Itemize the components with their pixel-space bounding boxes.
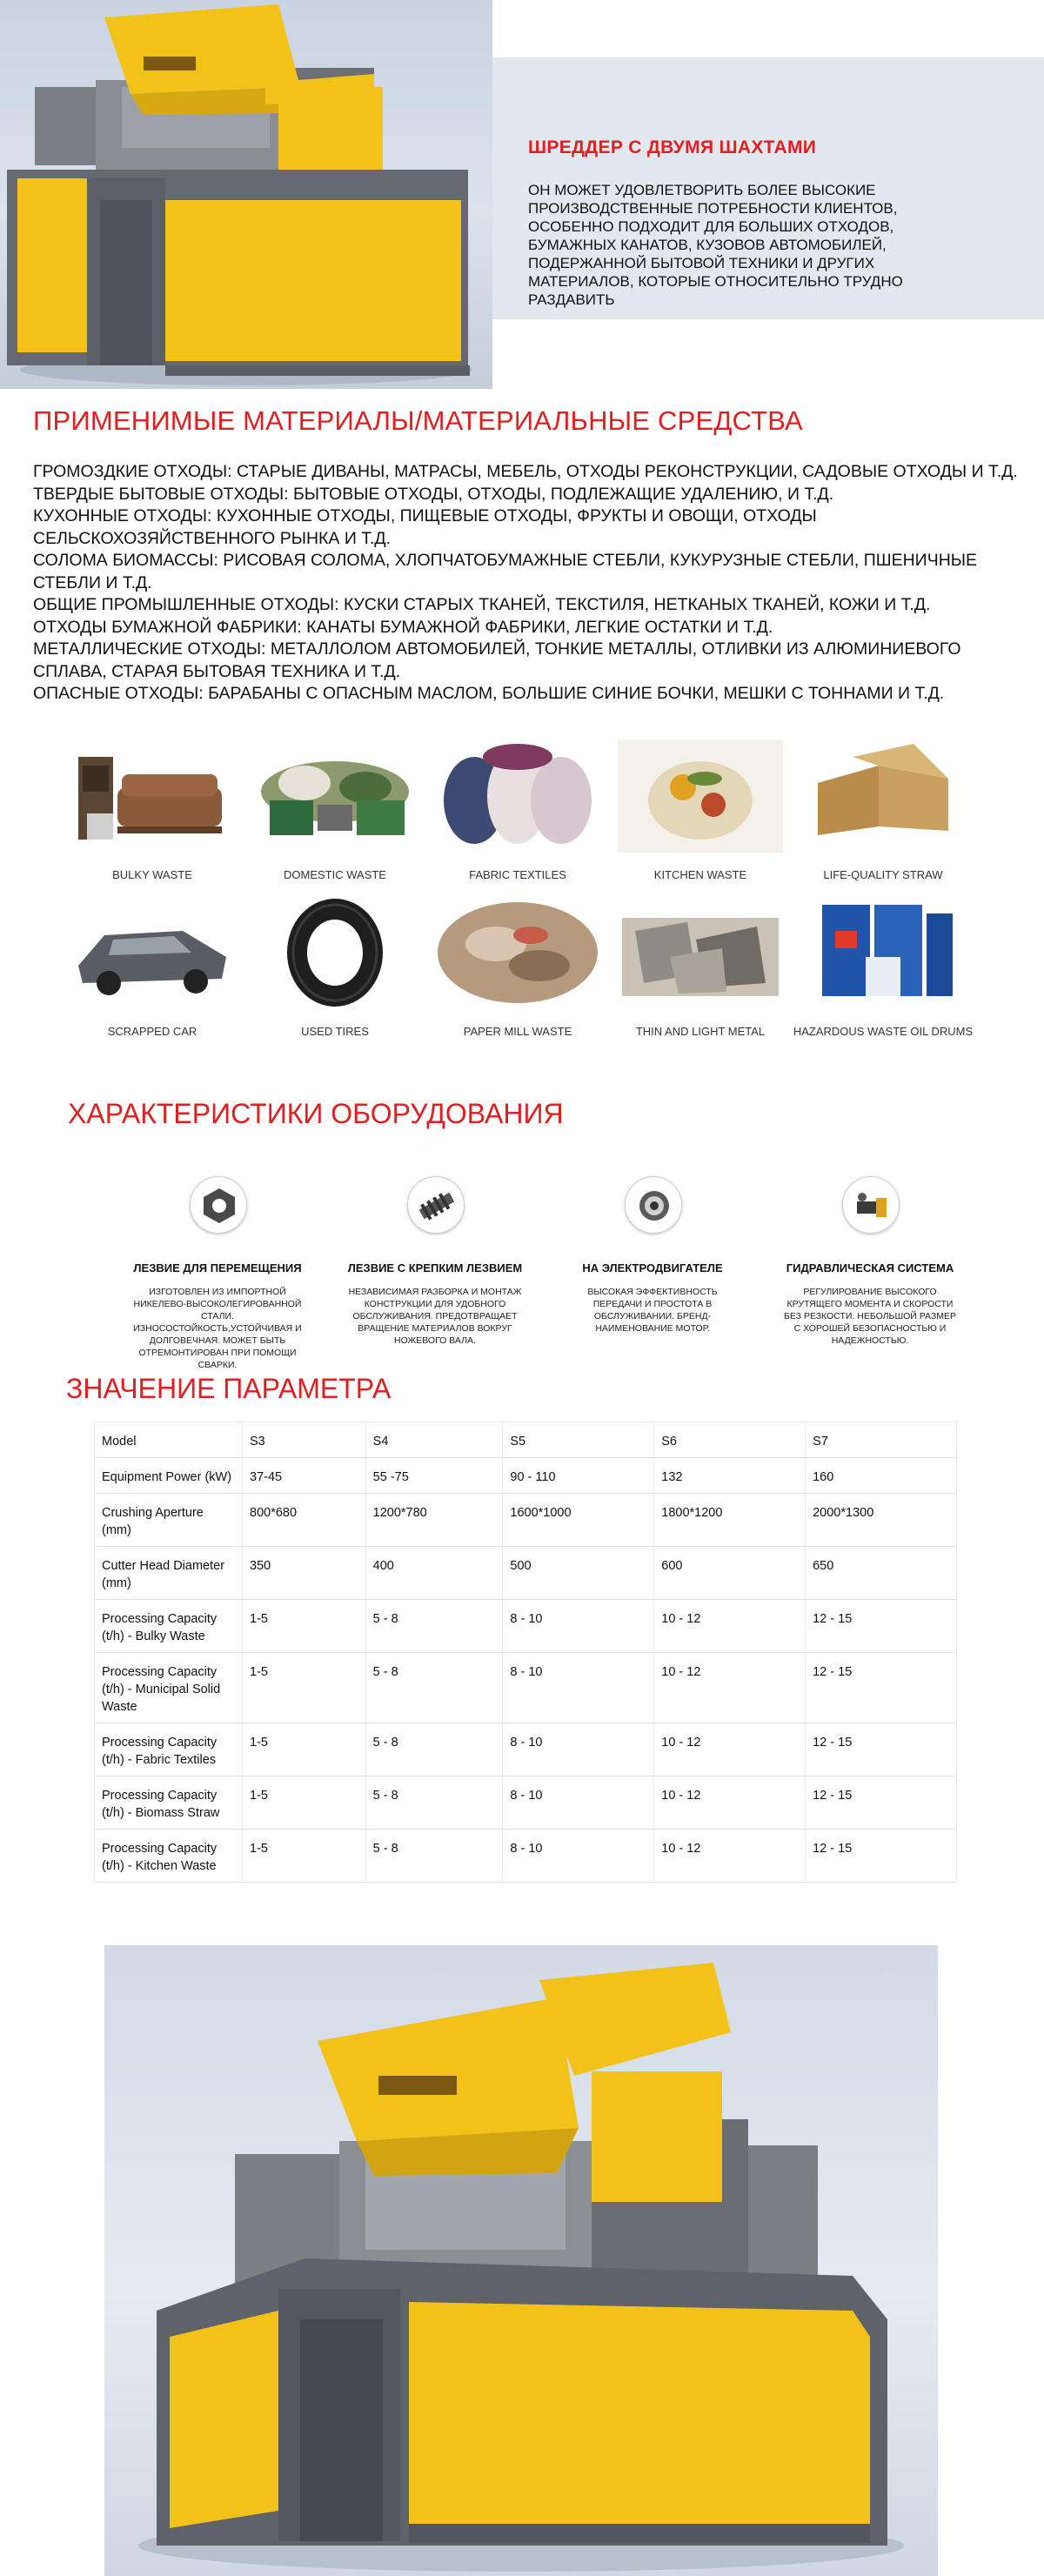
gallery-label: DOMESTIC WASTE: [284, 868, 386, 881]
table-cell: 8 - 10: [503, 1830, 654, 1883]
table-cell: 12 - 15: [806, 1723, 957, 1776]
table-cell: 650: [806, 1547, 957, 1600]
material-line: КУХОННЫЕ ОТХОДЫ: КУХОННЫЕ ОТХОДЫ, ПИЩЕВЫЕ ОТХОДЫ, ФРУКТЫ И ОВОЩИ, ОТХОДЫ СЕЛЬСКОХОЗЯЙСТВЕННОГО РЫНКА И Т.Д.: [33, 506, 817, 548]
table-row: [95, 1600, 957, 1653]
table-row: [95, 1776, 957, 1830]
feature-blade: [122, 1176, 313, 1368]
table-cell: 10 - 12: [654, 1830, 806, 1883]
gallery-label: PAPER MILL WASTE: [463, 1025, 572, 1038]
table-row-label: Processing Capacity (t/h) - Municipal Solid Waste: [95, 1653, 243, 1723]
table-cell: 160: [806, 1458, 957, 1494]
feature-description: НЕЗАВИСИМАЯ РАЗБОРКА И МОНТАЖ КОНСТРУКЦИИ ДЛЯ УДОБНОГО ОБСЛУЖИВАНИЯ. ПРЕДОТВРАЩАЕТ ВРАЩЕНИЕ МАТЕРИАЛОВ ВОКРУГ НОЖЕВОГО ВАЛА.: [348, 1287, 522, 1346]
gallery-item-paper-mill-waste: [435, 896, 600, 1044]
table-cell: 8 - 10: [503, 1723, 654, 1776]
table-cell: 1-5: [243, 1723, 366, 1776]
kitchen-waste-image: [618, 739, 783, 853]
gallery-item-oil-drums: [793, 896, 974, 1044]
table-cell: 55 -75: [365, 1458, 503, 1494]
thin-metal-image: [618, 896, 783, 1009]
gallery-item-kitchen-waste: [618, 739, 783, 887]
oil-drums-image: [800, 896, 966, 1009]
table-row: [95, 1830, 957, 1883]
table-row-label: Cutter Head Diameter (mm): [95, 1547, 243, 1600]
table-cell: 8 - 10: [503, 1653, 654, 1723]
table-row: [95, 1653, 957, 1723]
shaft-icon: [407, 1176, 465, 1234]
table-cell: 5 - 8: [365, 1830, 503, 1883]
table-cell: 1-5: [243, 1653, 366, 1723]
material-line: ГРОМОЗДКИЕ ОТХОДЫ: СТАРЫЕ ДИВАНЫ, МАТРАСЫ, МЕБЕЛЬ, ОТХОДЫ РЕКОНСТРУКЦИИ, САДОВЫЕ ОТХОДЫ И Т.Д.: [33, 462, 1018, 481]
table-cell: 500: [503, 1547, 654, 1600]
table-row: [95, 1458, 957, 1494]
table-row-label: Crushing Aperture (mm): [95, 1494, 243, 1547]
gallery-label: USED TIRES: [301, 1025, 369, 1038]
table-cell: 1600*1000: [503, 1494, 654, 1547]
table-header-row: [95, 1422, 957, 1458]
table-cell: 400: [365, 1547, 503, 1600]
table-cell: 132: [654, 1458, 806, 1494]
materials-list: [33, 461, 1025, 706]
table-cell: 90 - 110: [503, 1458, 654, 1494]
table-cell: 5 - 8: [365, 1776, 503, 1830]
table-cell: S4: [365, 1422, 503, 1458]
materials-gallery: [0, 731, 1044, 1044]
table-cell: 12 - 15: [806, 1830, 957, 1883]
material-line: СОЛОМА БИОМАССЫ: РИСОВАЯ СОЛОМА, ХЛОПЧАТОБУМАЖНЫЕ СТЕБЛИ, КУКУРУЗНЫЕ СТЕБЛИ, ПШЕНИЧНЫЕ СТЕБЛИ И Т.Д.: [33, 551, 978, 592]
gallery-label: KITCHEN WASTE: [653, 868, 747, 881]
fabric-textiles-image: [435, 739, 600, 853]
table-cell: 8 - 10: [503, 1600, 654, 1653]
table-row-label: Processing Capacity (t/h) - Bulky Waste: [95, 1600, 243, 1653]
material-line: МЕТАЛЛИЧЕСКИЕ ОТХОДЫ: МЕТАЛЛОЛОМ АВТОМОБИЛЕЙ, ТОНКИЕ МЕТАЛЛЫ, ОТЛИВКИ ИЗ АЛЮМИНИЕВОГО СПЛАВА, СТАРАЯ БЫТОВАЯ ТЕХНИКА И Т.Д.: [33, 639, 961, 681]
parameters-table: [94, 1422, 957, 1883]
table-cell: 350: [243, 1547, 366, 1600]
table-row-label: Model: [95, 1422, 243, 1458]
material-line: ОТХОДЫ БУМАЖНОЙ ФАБРИКИ: КАНАТЫ БУМАЖНОЙ ФАБРИКИ, ЛЕГКИЕ ОСТАТКИ И Т.Д.: [33, 617, 773, 637]
feature-description: ВЫСОКАЯ ЭФФЕКТИВНОСТЬ ПЕРЕДАЧИ И ПРОСТОТА В ОБСЛУЖИВАНИИ. БРЕНД-НАИМЕНОВАНИЕ МОТОР.: [587, 1287, 718, 1334]
table-cell: 1800*1200: [654, 1494, 806, 1547]
gallery-item-fabric-textiles: [435, 739, 600, 887]
hero-title: ШРЕДДЕР С ДВУМЯ ШАХТАМИ: [528, 137, 817, 157]
used-tires-image: [252, 896, 418, 1009]
table-cell: 600: [654, 1547, 806, 1600]
table-cell: 800*680: [243, 1494, 366, 1547]
shredder-hero-image: [0, 0, 492, 389]
straw-image: [800, 739, 966, 853]
feature-hydraulic: [774, 1176, 966, 1368]
gallery-label: BULKY WASTE: [112, 868, 192, 881]
feature-shaft: [339, 1176, 531, 1368]
material-line: ОБЩИЕ ПРОМЫШЛЕННЫЕ ОТХОДЫ: КУСКИ СТАРЫХ ТКАНЕЙ, ТЕКСТИЛЯ, НЕТКАНЫХ ТКАНЕЙ, КОЖИ И Т.Д.: [33, 595, 931, 614]
feature-description: ИЗГОТОВЛЕН ИЗ ИМПОРТНОЙ НИКЕЛЕВО-ВЫСОКОЛЕГИРОВАННОЙ СТАЛИ. ИЗНОСОСТОЙКОСТЬ,УСТОЙЧИВАЯ И ДОЛГОВЕЧНАЯ. МОЖЕТ БЫТЬ ОТРЕМОНТИРОВАН ПРИ ПОМОЩИ СВАРКИ.: [133, 1287, 302, 1370]
gallery-item-used-tires: [252, 896, 418, 1044]
feature-description: РЕГУЛИРОВАНИЕ ВЫСОКОГО КРУТЯЩЕГО МОМЕНТА И СКОРОСТИ БЕЗ РЕЗКОСТИ. НЕБОЛЬШОЙ РАЗМЕР С ХОРОШЕЙ БЕЗОПАСНОСТЬЮ И НАДЕЖНОСТЬЮ.: [784, 1287, 956, 1346]
feature-name: НА ЭЛЕКТРОДВИГАТЕЛЕ: [582, 1261, 723, 1275]
table-row-label: Processing Capacity (t/h) - Biomass Straw: [95, 1776, 243, 1830]
gallery-item-thin-metal: [618, 896, 783, 1044]
table-cell: 5 - 8: [365, 1653, 503, 1723]
feature-name: ЛЕЗВИЕ С КРЕПКИМ ЛЕЗВИЕМ: [347, 1261, 523, 1275]
table-cell: 12 - 15: [806, 1776, 957, 1830]
scrapped-car-image: [70, 896, 235, 1009]
table-cell: 10 - 12: [654, 1776, 806, 1830]
gallery-label: HAZARDOUS WASTE OIL DRUMS: [793, 1025, 974, 1038]
table-cell: 12 - 15: [806, 1600, 957, 1653]
table-cell: 5 - 8: [365, 1600, 503, 1653]
table-row-label: Processing Capacity (t/h) - Fabric Textiles: [95, 1723, 243, 1776]
features-title: ХАРАКТЕРИСТИКИ ОБОРУДОВАНИЯ: [68, 1098, 564, 1129]
table-row: [95, 1547, 957, 1600]
parameters-title: ЗНАЧЕНИЕ ПАРАМЕТРА: [66, 1373, 392, 1404]
paper-mill-waste-image: [435, 896, 600, 1009]
material-line: ОПАСНЫЕ ОТХОДЫ: БАРАБАНЫ С ОПАСНЫМ МАСЛОМ, БОЛЬШИЕ СИНИЕ БОЧКИ, МЕШКИ С ТОННАМИ И Т.Д.: [33, 684, 945, 703]
table-cell: 1-5: [243, 1776, 366, 1830]
table-cell: S7: [806, 1422, 957, 1458]
table-row: [95, 1723, 957, 1776]
bulky-waste-image: [70, 739, 235, 853]
table-cell: 10 - 12: [654, 1600, 806, 1653]
gallery-label: SCRAPPED CAR: [107, 1025, 197, 1038]
table-cell: 10 - 12: [654, 1723, 806, 1776]
gallery-label: LIFE-QUALITY STRAW: [823, 868, 943, 881]
hero-section: [0, 0, 1044, 389]
table-cell: S6: [654, 1422, 806, 1458]
table-row: [95, 1494, 957, 1547]
table-row-label: Equipment Power (kW): [95, 1458, 243, 1494]
shredder-product-image: [104, 1945, 938, 2576]
hydraulic-icon: [842, 1176, 900, 1234]
material-line: ТВЕРДЫЕ БЫТОВЫЕ ОТХОДЫ: БЫТОВЫЕ ОТХОДЫ, ОТХОДЫ, ПОДЛЕЖАЩИЕ УДАЛЕНИЮ, И Т.Д.: [33, 484, 834, 504]
table-cell: 37-45: [243, 1458, 366, 1494]
table-cell: 8 - 10: [503, 1776, 654, 1830]
gallery-label: THIN AND LIGHT METAL: [635, 1025, 766, 1038]
hero-description: ОН МОЖЕТ УДОВЛЕТВОРИТЬ БОЛЕЕ ВЫСОКИЕ ПРОИЗВОДСТВЕННЫЕ ПОТРЕБНОСТИ КЛИЕНТОВ, ОСОБЕННО ПОДХОДИТ ДЛЯ БОЛЬШИХ ОТХОДОВ, БУМАЖНЫХ КАНАТОВ, КУЗОВОВ АВТОМОБИЛЕЙ, ПОДЕРЖАННОЙ БЫТОВОЙ ТЕХНИКИ И ДРУГИХ МАТЕРИАЛОВ, КОТОРЫЕ ОТНОСИТЕЛЬНО ТРУДНО РАЗДАВИТЬ: [528, 182, 903, 308]
gallery-item-domestic-waste: [252, 739, 418, 887]
table-cell: 10 - 12: [654, 1653, 806, 1723]
feature-motor: [557, 1176, 748, 1368]
table-cell: 1200*780: [365, 1494, 503, 1547]
table-cell: 2000*1300: [806, 1494, 957, 1547]
domestic-waste-image: [252, 739, 418, 853]
table-cell: 1-5: [243, 1600, 366, 1653]
gallery-label: FABRIC TEXTILES: [469, 868, 566, 881]
feature-name: ЛЕЗВИЕ ДЛЯ ПЕРЕМЕЩЕНИЯ: [133, 1261, 302, 1275]
table-cell: 5 - 8: [365, 1723, 503, 1776]
table-cell: S5: [503, 1422, 654, 1458]
table-cell: 12 - 15: [806, 1653, 957, 1723]
materials-title: ПРИМЕНИМЫЕ МАТЕРИАЛЫ/МАТЕРИАЛЬНЫЕ СРЕДСТВА: [33, 405, 803, 436]
gallery-item-bulky-waste: [70, 739, 235, 887]
gallery-item-scrapped-car: [70, 896, 235, 1044]
table-cell: S3: [243, 1422, 366, 1458]
feature-name: ГИДРАВЛИЧЕСКАЯ СИСТЕМА: [786, 1261, 954, 1275]
table-row-label: Processing Capacity (t/h) - Kitchen Waste: [95, 1830, 243, 1883]
blade-icon: [190, 1176, 247, 1234]
table-cell: 1-5: [243, 1830, 366, 1883]
motor-icon: [625, 1176, 682, 1234]
gallery-item-straw: [800, 739, 966, 887]
